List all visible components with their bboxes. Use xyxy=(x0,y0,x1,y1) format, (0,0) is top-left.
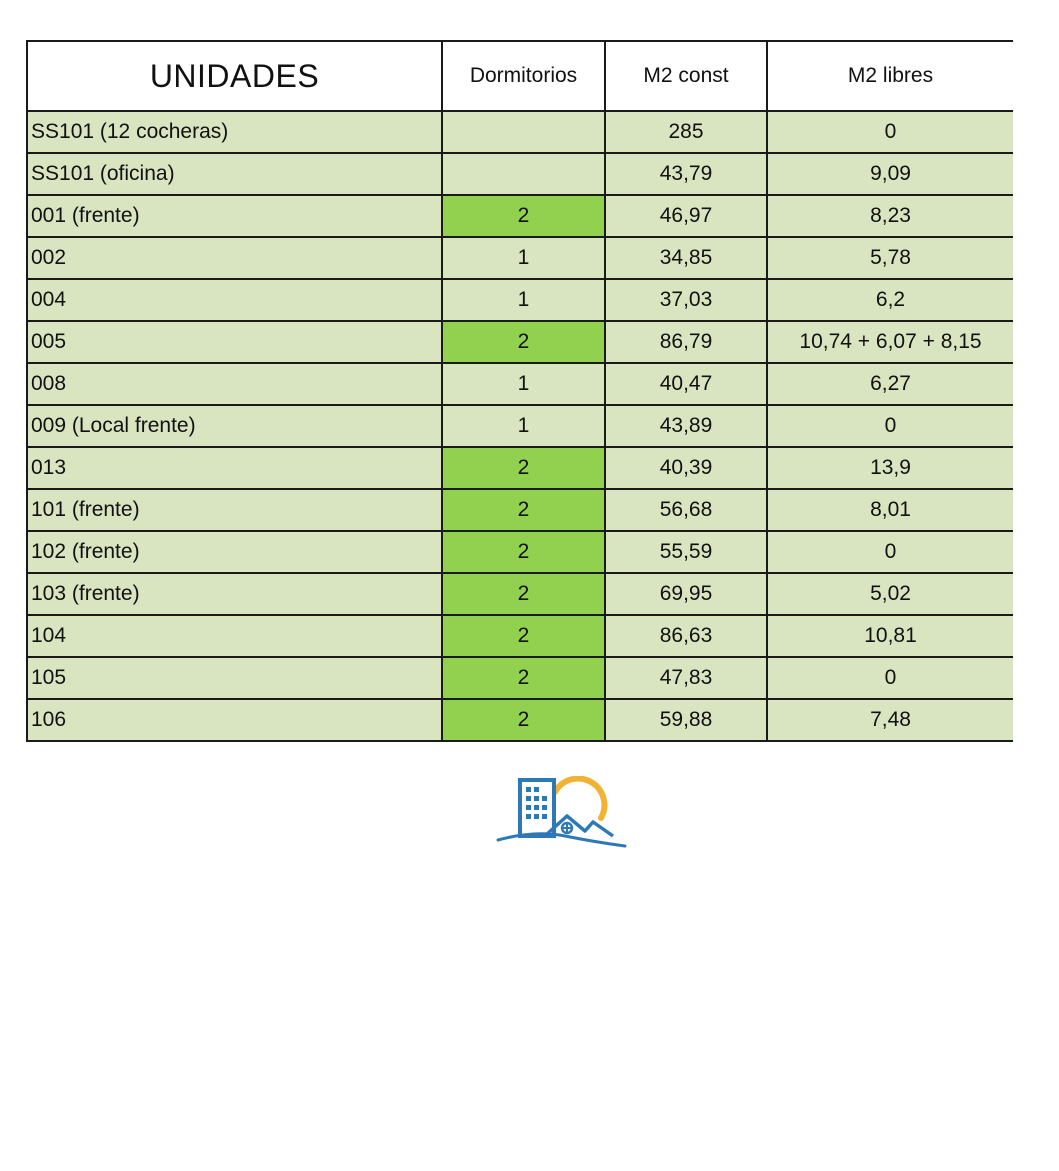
cell-m2-const: 43,79 xyxy=(605,153,767,195)
cell-m2-libres: 10,74 + 6,07 + 8,15 xyxy=(767,321,1013,363)
table-row xyxy=(27,153,1013,195)
table-row xyxy=(27,447,1013,489)
cell-m2-const: 56,68 xyxy=(605,489,767,531)
table-row xyxy=(27,657,1013,699)
table-body xyxy=(27,111,1013,741)
cell-unidad: 104 xyxy=(27,615,442,657)
table-header-row xyxy=(27,41,1013,111)
table-row xyxy=(27,699,1013,741)
cell-m2-const: 86,79 xyxy=(605,321,767,363)
cell-m2-libres: 8,01 xyxy=(767,489,1013,531)
cell-m2-const: 55,59 xyxy=(605,531,767,573)
cell-m2-const: 40,47 xyxy=(605,363,767,405)
cell-unidad: 001 (frente) xyxy=(27,195,442,237)
cell-dormitorios: 2 xyxy=(442,531,605,573)
table-row xyxy=(27,111,1013,153)
cell-unidad: SS101 (12 cocheras) xyxy=(27,111,442,153)
units-sheet xyxy=(26,40,1012,742)
table-row xyxy=(27,321,1013,363)
cell-unidad: 105 xyxy=(27,657,442,699)
cell-unidad: 005 xyxy=(27,321,442,363)
real-estate-building-logo-icon xyxy=(495,776,627,850)
cell-m2-const: 40,39 xyxy=(605,447,767,489)
cell-m2-const: 69,95 xyxy=(605,573,767,615)
cell-unidad: 004 xyxy=(27,279,442,321)
cell-m2-const: 34,85 xyxy=(605,237,767,279)
cell-dormitorios: 2 xyxy=(442,615,605,657)
cell-dormitorios xyxy=(442,111,605,153)
cell-m2-libres: 13,9 xyxy=(767,447,1013,489)
cell-unidad: 106 xyxy=(27,699,442,741)
cell-dormitorios xyxy=(442,153,605,195)
cell-m2-const: 86,63 xyxy=(605,615,767,657)
cell-m2-libres: 6,27 xyxy=(767,363,1013,405)
cell-unidad: SS101 (oficina) xyxy=(27,153,442,195)
header-unidades: UNIDADES xyxy=(27,41,442,111)
cell-m2-const: 59,88 xyxy=(605,699,767,741)
cell-m2-libres: 0 xyxy=(767,531,1013,573)
cell-m2-const: 285 xyxy=(605,111,767,153)
cell-m2-libres: 6,2 xyxy=(767,279,1013,321)
cell-unidad: 009 (Local frente) xyxy=(27,405,442,447)
cell-m2-const: 43,89 xyxy=(605,405,767,447)
cell-unidad: 102 (frente) xyxy=(27,531,442,573)
header-m2-const: M2 const xyxy=(605,41,767,111)
table-row xyxy=(27,195,1013,237)
cell-m2-const: 46,97 xyxy=(605,195,767,237)
cell-m2-libres: 9,09 xyxy=(767,153,1013,195)
cell-unidad: 002 xyxy=(27,237,442,279)
units-table xyxy=(26,40,1013,742)
table-row xyxy=(27,489,1013,531)
table-row xyxy=(27,405,1013,447)
cell-dormitorios: 2 xyxy=(442,321,605,363)
cell-m2-const: 37,03 xyxy=(605,279,767,321)
cell-dormitorios: 2 xyxy=(442,195,605,237)
cell-dormitorios: 2 xyxy=(442,489,605,531)
cell-dormitorios: 1 xyxy=(442,237,605,279)
cell-m2-libres: 7,48 xyxy=(767,699,1013,741)
cell-m2-libres: 0 xyxy=(767,405,1013,447)
table-row xyxy=(27,237,1013,279)
table-row xyxy=(27,363,1013,405)
cell-unidad: 008 xyxy=(27,363,442,405)
company-logo xyxy=(495,776,627,850)
cell-m2-libres: 0 xyxy=(767,111,1013,153)
cell-dormitorios: 1 xyxy=(442,363,605,405)
cell-m2-libres: 5,78 xyxy=(767,237,1013,279)
cell-m2-const: 47,83 xyxy=(605,657,767,699)
cell-m2-libres: 10,81 xyxy=(767,615,1013,657)
cell-unidad: 101 (frente) xyxy=(27,489,442,531)
cell-dormitorios: 2 xyxy=(442,657,605,699)
cell-unidad: 103 (frente) xyxy=(27,573,442,615)
cell-unidad: 013 xyxy=(27,447,442,489)
cell-dormitorios: 1 xyxy=(442,405,605,447)
table-row xyxy=(27,573,1013,615)
header-dormitorios: Dormitorios xyxy=(442,41,605,111)
cell-m2-libres: 0 xyxy=(767,657,1013,699)
table-row xyxy=(27,279,1013,321)
table-row xyxy=(27,531,1013,573)
cell-m2-libres: 8,23 xyxy=(767,195,1013,237)
cell-dormitorios: 2 xyxy=(442,447,605,489)
cell-dormitorios: 2 xyxy=(442,573,605,615)
cell-dormitorios: 1 xyxy=(442,279,605,321)
cell-m2-libres: 5,02 xyxy=(767,573,1013,615)
header-m2-libres: M2 libres xyxy=(767,41,1013,111)
table-row xyxy=(27,615,1013,657)
cell-dormitorios: 2 xyxy=(442,699,605,741)
